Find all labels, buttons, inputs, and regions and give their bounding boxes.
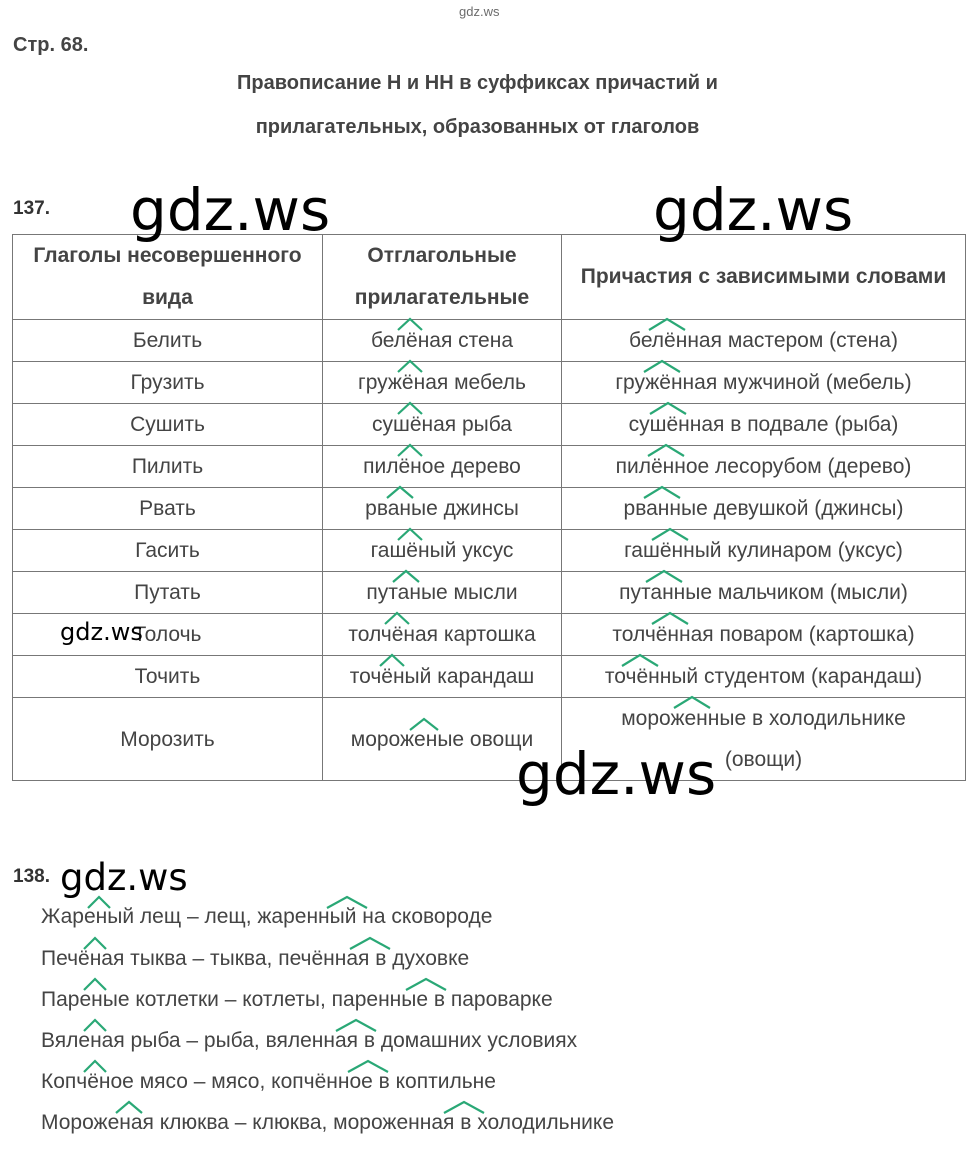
verb-cell: Белить <box>13 320 323 362</box>
suffix-arc <box>387 487 413 498</box>
adjective-cell: сушёная рыба <box>323 404 562 446</box>
suffix-arc <box>674 697 710 708</box>
verb-cell: Путать <box>13 572 323 614</box>
verb-cell: Толочь <box>13 614 323 656</box>
adjective-cell: гружёная мебель <box>323 362 562 404</box>
page-reference: Стр. 68. <box>13 34 89 56</box>
suffix-arc <box>648 445 684 456</box>
adjective-cell: белёная стена <box>323 320 562 362</box>
section-title-line-1: Правописание Н и НН в суффиксах причастий и <box>237 72 718 94</box>
verb-cell: Гасить <box>13 530 323 572</box>
participle-cell: белённая мастером (стена) <box>562 320 966 362</box>
watermark: gdz.ws <box>516 740 717 808</box>
section-title-line-2: прилагательных, образованных от глаголов <box>255 116 700 138</box>
watermark: gdz.ws <box>653 176 854 244</box>
suffix-arc <box>622 655 658 666</box>
suffix-arc <box>398 319 422 330</box>
exercise-number-138: 138. <box>13 866 50 887</box>
verb-cell: Точить <box>13 656 323 698</box>
suffix-arc <box>385 613 409 624</box>
header-adjectives: Отглагольные прилагательные <box>323 235 562 320</box>
suffix-arc <box>650 403 686 414</box>
adjective-cell: рваные джинсы <box>323 488 562 530</box>
verb-cell: Морозить <box>13 698 323 781</box>
participle-cell: сушённая в подвале (рыба) <box>562 404 966 446</box>
exercise-138-line: Мороженая клюква – клюква, мороженная в холодильнике <box>41 1111 615 1134</box>
exercise-138-line: Жареный лещ – лещ, жаренный на сковороде <box>41 905 493 928</box>
site-watermark-top: gdz.ws <box>459 4 500 19</box>
adjective-cell: толчёная картошка <box>323 614 562 656</box>
watermark: gdz.ws <box>60 856 188 899</box>
participle-cell: точённый студентом (карандаш) <box>562 656 966 698</box>
suffix-arc <box>398 529 422 540</box>
header-verbs: Глаголы несовершенного вида <box>13 235 323 320</box>
suffix-arc <box>652 613 688 624</box>
suffix-arc <box>398 445 422 456</box>
verb-cell: Рвать <box>13 488 323 530</box>
header-participles: Причастия с зависимыми словами <box>562 235 966 320</box>
suffix-arc <box>393 571 419 582</box>
suffix-arc <box>652 529 688 540</box>
suffix-arc <box>644 361 680 372</box>
suffix-arc <box>646 571 682 582</box>
participle-cell: гашённый кулинаром (уксус) <box>562 530 966 572</box>
participle-cell: рванные девушкой (джинсы) <box>562 488 966 530</box>
watermark: gdz.ws <box>60 618 143 646</box>
exercise-number-137: 137. <box>13 198 50 219</box>
exercise-138-line: Пареные котлетки – котлеты, паренные в пароварке <box>41 988 553 1011</box>
participle-cell: мороженные в холодильнике (овощи) <box>562 698 966 781</box>
suffix-arc <box>380 655 404 666</box>
participle-cell: гружённая мужчиной (мебель) <box>562 362 966 404</box>
exercise-138-line: Вяленая рыба – рыба, вяленная в домашних условиях <box>41 1029 578 1052</box>
adjective-cell: путаные мысли <box>323 572 562 614</box>
suffix-arc <box>398 403 422 414</box>
adjective-cell: гашёный уксус <box>323 530 562 572</box>
verb-cell: Сушить <box>13 404 323 446</box>
participle-cell: путанные мальчиком (мысли) <box>562 572 966 614</box>
adjective-cell: точёный карандаш <box>323 656 562 698</box>
suffix-arc <box>410 719 438 730</box>
exercise-138-line: Копчёное мясо – мясо, копчённое в коптильне <box>41 1070 496 1093</box>
verb-cell: Грузить <box>13 362 323 404</box>
suffix-arc <box>649 319 685 330</box>
adjective-cell: мороженые овощи <box>323 698 562 781</box>
exercise-138-line: Печёная тыква – тыква, печённая в духовке <box>41 947 470 970</box>
participle-cell: толчённая поваром (картошка) <box>562 614 966 656</box>
suffix-arc <box>398 361 422 372</box>
verb-cell: Пилить <box>13 446 323 488</box>
participle-cell: пилённое лесорубом (дерево) <box>562 446 966 488</box>
watermark: gdz.ws <box>130 176 331 244</box>
adjective-cell: пилёное дерево <box>323 446 562 488</box>
suffix-arc <box>644 487 680 498</box>
